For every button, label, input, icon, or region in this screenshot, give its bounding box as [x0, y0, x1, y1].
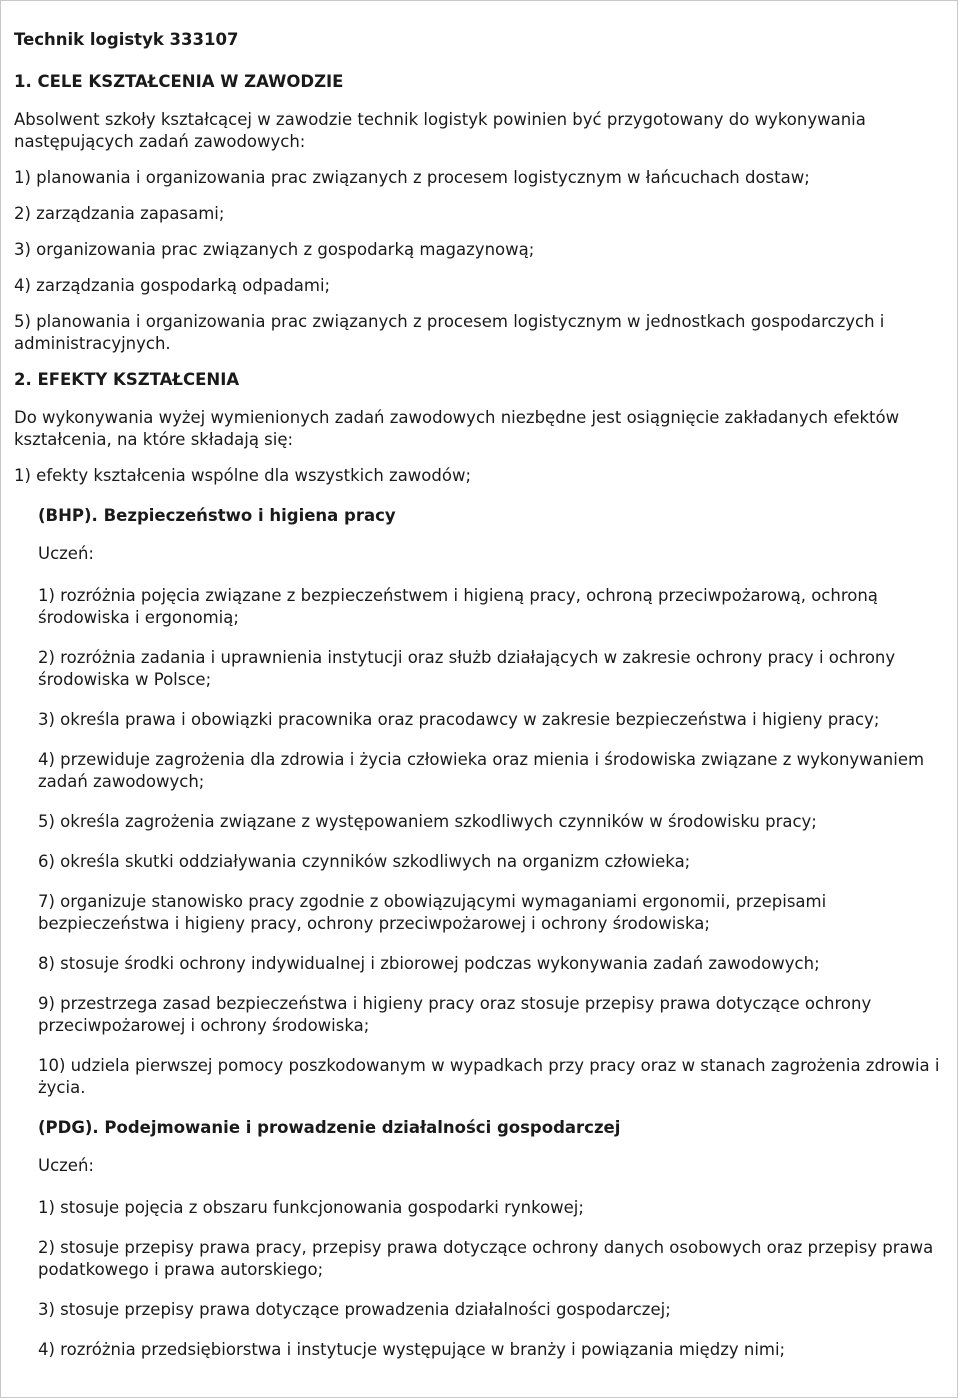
section-1-item: 2) zarządzania zapasami;: [14, 204, 225, 223]
bhp-item: 10) udziela pierwszej pomocy poszkodowanym w wypadkach przy pracy oraz w stanach zagrożenia zdrowia i życia.: [38, 1056, 940, 1097]
section-2-heading: 2. EFEKTY KSZTAŁCENIA: [14, 370, 240, 389]
pdg-item: 4) rozróżnia przedsiębiorstwa i instytucje występujące w branży i powiązania między nimi;: [38, 1340, 786, 1359]
section-1-item: 3) organizowania prac związanych z gospodarką magazynową;: [14, 240, 535, 259]
bhp-item: 8) stosuje środki ochrony indywidualnej i zbiorowej podczas wykonywania zadań zawodowych;: [38, 954, 820, 973]
bhp-item: 5) określa zagrożenia związane z występowaniem szkodliwych czynników w środowisku pracy;: [38, 812, 817, 831]
document-title: Technik logistyk 333107: [14, 30, 239, 49]
bhp-item: 1) rozróżnia pojęcia związane z bezpieczeństwem i higieną pracy, ochroną przeciwpożarową, ochroną środowiska i ergonomią;: [38, 586, 878, 627]
section-1-intro: Absolwent szkoły kształcącej w zawodzie technik logistyk powinien być przygotowany do wykonywania następujących zadań zawodowych:: [14, 110, 866, 151]
bhp-item: 9) przestrzega zasad bezpieczeństwa i higieny pracy oraz stosuje przepisy prawa dotyczące ochrony przeciwpożarowej i ochrony środowiska;: [38, 994, 872, 1035]
bhp-item: 4) przewiduje zagrożenia dla zdrowia i życia człowieka oraz mienia i środowiska związane z wykonywaniem zadań zawodowych;: [38, 750, 925, 791]
section-1-item: 1) planowania i organizowania prac związanych z procesem logistycznym w łańcuchach dostaw;: [14, 168, 810, 187]
bhp-heading: (BHP). Bezpieczeństwo i higiena pracy: [38, 506, 396, 525]
section-1-heading: 1. CELE KSZTAŁCENIA W ZAWODZIE: [14, 72, 344, 91]
pdg-item: 3) stosuje przepisy prawa dotyczące prowadzenia działalności gospodarczej;: [38, 1300, 671, 1319]
section-2-intro: Do wykonywania wyżej wymienionych zadań zawodowych niezbędne jest osiągnięcie zakładanych efektów kształcenia, na które składają się:: [14, 408, 900, 449]
document-content: [14, 29, 949, 1379]
pdg-heading: (PDG). Podejmowanie i prowadzenie działalności gospodarczej: [38, 1118, 621, 1137]
pdg-item: 2) stosuje przepisy prawa pracy, przepisy prawa dotyczące ochrony danych osobowych oraz przepisy prawa podatkowego i prawa autorskiego;: [38, 1238, 934, 1279]
section-1-item: 5) planowania i organizowania prac związanych z procesem logistycznym w jednostkach gospodarczych i administracyjnych.: [14, 312, 885, 353]
bhp-block: [14, 505, 949, 1361]
bhp-item: 6) określa skutki oddziaływania czynników szkodliwych na organizm człowieka;: [38, 852, 691, 871]
bhp-item: 3) określa prawa i obowiązki pracownika oraz pracodawcy w zakresie bezpieczeństwa i higieny pracy;: [38, 710, 880, 729]
section-2-item: 1) efekty kształcenia wspólne dla wszystkich zawodów;: [14, 466, 472, 485]
pdg-item: 1) stosuje pojęcia z obszaru funkcjonowania gospodarki rynkowej;: [38, 1198, 584, 1217]
bhp-item: 2) rozróżnia zadania i uprawnienia instytucji oraz służb działających w zakresie ochrony pracy i ochrony środowiska w Polsce;: [38, 648, 896, 689]
section-1-item: 4) zarządzania gospodarką odpadami;: [14, 276, 331, 295]
bhp-label: Uczeń:: [38, 544, 94, 563]
pdg-label: Uczeń:: [38, 1156, 94, 1175]
bhp-item: 7) organizuje stanowisko pracy zgodnie z obowiązującymi wymaganiami ergonomii, przepisami bezpieczeństwa i higieny pracy, ochrony przeciwpożarowej i ochrony środowiska;: [38, 892, 827, 933]
